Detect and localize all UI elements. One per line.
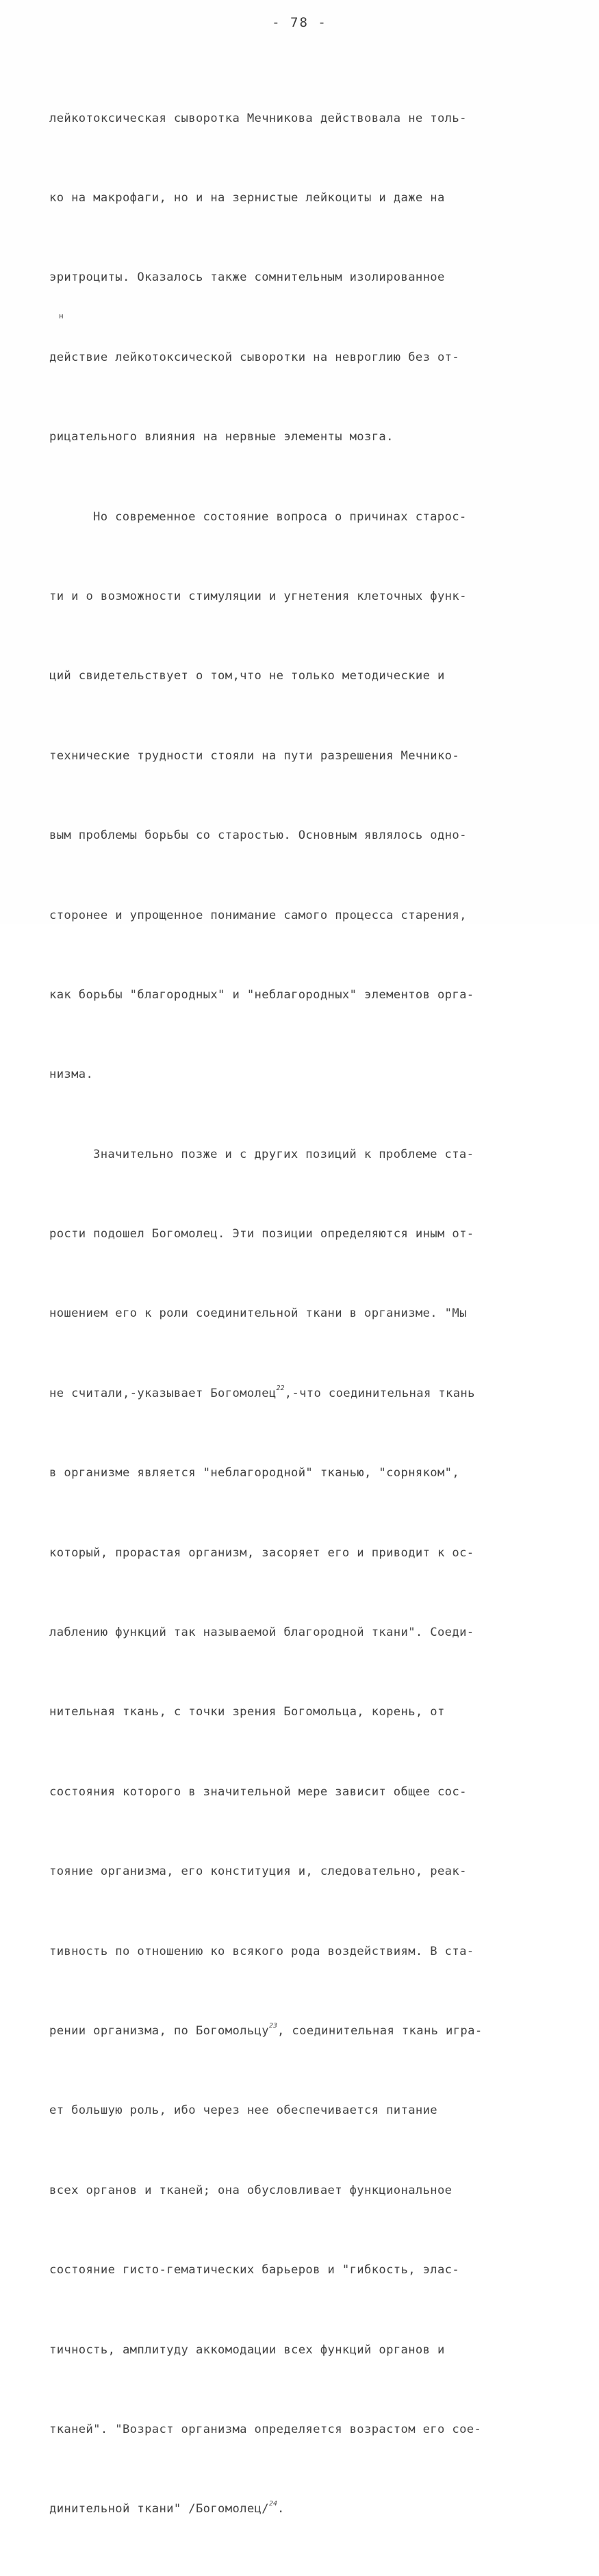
text-line-paragraph-start: Но современное состояние вопроса о причинах старос- bbox=[93, 509, 467, 524]
text-line: нительная ткань, с точки зрения Богомольца, корень, от bbox=[49, 1705, 445, 1719]
text-line: лаблению функций так называемой благородной ткани". Соеди- bbox=[49, 1626, 474, 1640]
text-line: тивность по отношению ко всякого рода воздействиям. В ста- bbox=[49, 1944, 474, 1958]
handwritten-correction-mark: н bbox=[59, 312, 64, 320]
text-line: как борьбы "благородных" и "неблагородных" элементов орга- bbox=[49, 987, 474, 1002]
text-line: тичность, амплитуду аккомодации всех функций органов и bbox=[49, 2343, 445, 2357]
footnote-ref: 23 bbox=[268, 2021, 277, 2030]
text-line: тояние организма, его конституция и, следовательно, реак- bbox=[49, 1865, 467, 1879]
text-line: тканей". "Возраст организма определяется возрастом его сое- bbox=[49, 2422, 482, 2436]
text-line: ти и о возможности стимуляции и угнетения клеточных функ- bbox=[49, 589, 467, 603]
text-line: ет большую роль, ибо через нее обеспечивается питание bbox=[49, 2104, 437, 2118]
line-head: рении организма, по Богомольцу bbox=[49, 2023, 269, 2038]
text-line: состояние гисто-гематических барьеров и "гибкость, элас- bbox=[49, 2263, 460, 2277]
text-line: который, прорастая организм, засоряет его и приводит к ос- bbox=[49, 1545, 474, 1560]
text-line: сторонее и упрощенное понимание самого процесса старения, bbox=[49, 908, 467, 922]
line-tail: , соединительная ткань игра- bbox=[277, 2023, 483, 2038]
text-line: ций свидетельствует о том,что не только методические и bbox=[49, 669, 445, 683]
text-line-with-footnote bbox=[49, 1380, 570, 1407]
body-text bbox=[49, 52, 570, 2576]
text-line: в организме является "неблагородной" тканью, "сорняком", bbox=[49, 1466, 460, 1480]
footnote-ref: 24 bbox=[268, 2500, 277, 2508]
text-line: ношением его к роли соединительной ткани в организме. "Мы bbox=[49, 1306, 467, 1321]
text-line: рости подошел Богомолец. Эти позиции определяются иным от- bbox=[49, 1227, 474, 1241]
text-line: лейкотоксическая сыворотка Мечникова действовала не толь- bbox=[49, 111, 467, 125]
line-tail: ,-что соединительная ткань bbox=[284, 1386, 475, 1400]
text-line: действие лейкотоксической сыворотки на невроглию без от- bbox=[49, 350, 460, 364]
text-line-paragraph-start: Значительно позже и с других позиций к проблеме ста- bbox=[93, 1147, 474, 1161]
text-line: всех органов и тканей; она обусловливает функциональное bbox=[49, 2183, 453, 2197]
text-line-with-footnote bbox=[49, 2018, 570, 2045]
text-line: ко на макрофаги, но и на зернистые лейкоциты и даже на bbox=[49, 190, 445, 205]
text-line: состояния которого в значительной мере зависит общее сос- bbox=[49, 1784, 467, 1799]
text-line: эритроциты. Оказалось также сомнительным изолированное bbox=[49, 270, 445, 285]
line-head: не считали,-указывает Богомолец bbox=[49, 1386, 277, 1400]
text-line-with-footnote bbox=[49, 2496, 570, 2523]
text-line: технические трудности стояли на пути разрешения Мечнико- bbox=[49, 748, 460, 763]
line-tail: . bbox=[277, 2502, 285, 2516]
line-head: динительной ткани" /Богомолец/ bbox=[49, 2502, 269, 2516]
page-number: - 78 - bbox=[272, 15, 327, 30]
text-line: рицательного влияния на нервные элементы мозга. bbox=[49, 430, 394, 444]
footnote-ref: 22 bbox=[276, 1384, 285, 1392]
text-line: вым проблемы борьбы со старостью. Основным являлось одно- bbox=[49, 829, 467, 843]
text-line: низма. bbox=[49, 1068, 94, 1082]
